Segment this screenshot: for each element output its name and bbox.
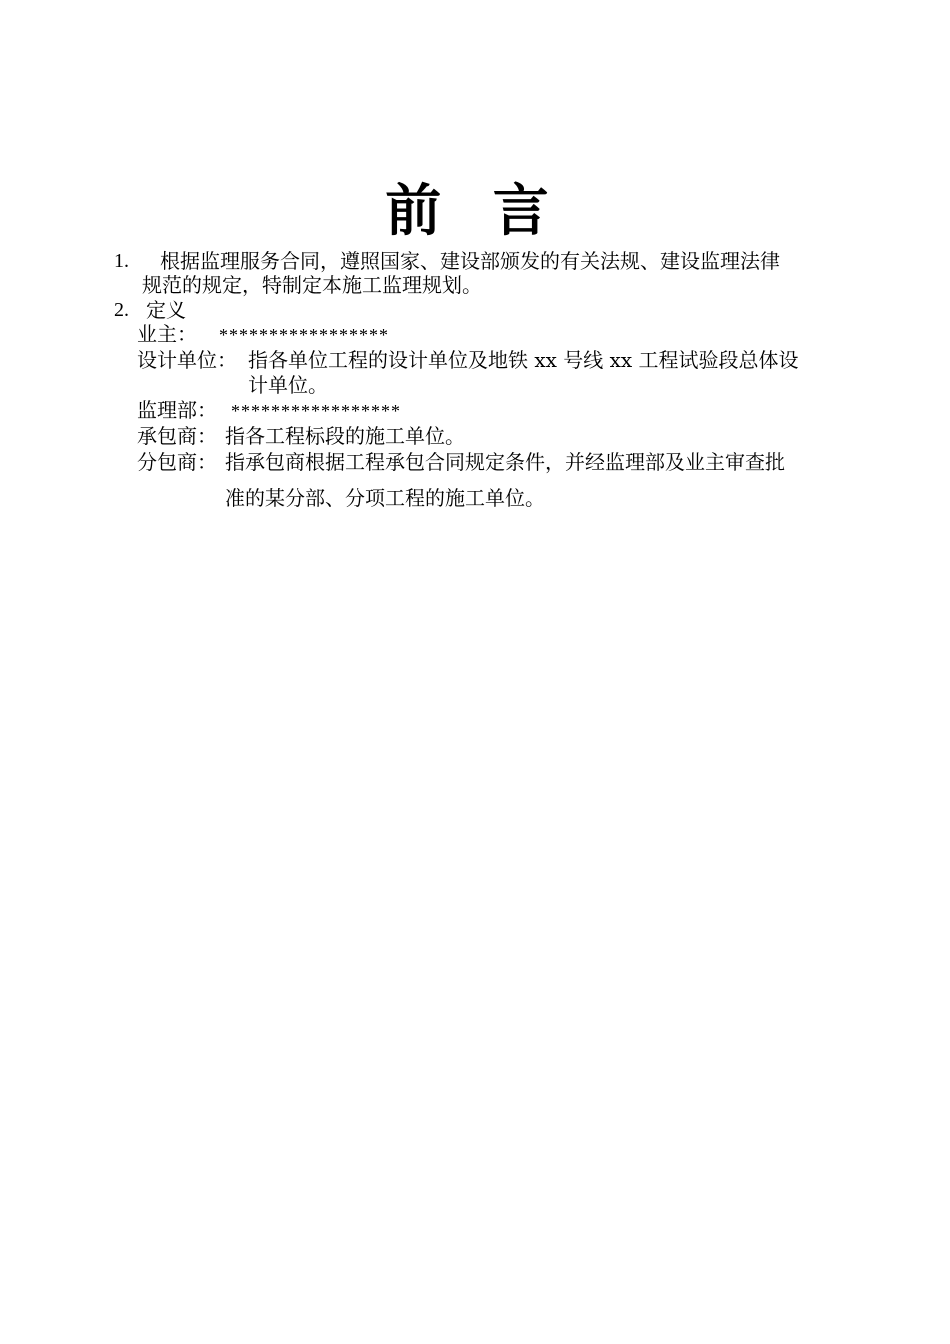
design-unit-definition-line-1: 指各单位工程的设计单位及地铁 xx 号线 xx 工程试验段总体设 bbox=[248, 348, 799, 372]
item-2-heading: 定义 bbox=[146, 298, 186, 322]
owner-term: 业主： bbox=[137, 322, 197, 346]
item-1-number: 1. bbox=[114, 250, 129, 272]
supervision-value: ***************** bbox=[231, 401, 401, 421]
item-1-text-line-1: 根据监理服务合同，遵照国家、建设部颁发的有关法规、建设监理法律 bbox=[160, 249, 780, 273]
subcontractor-definition-line-1: 指承包商根据工程承包合同规定条件，并经监理部及业主审查批 bbox=[225, 450, 785, 474]
owner-value: ***************** bbox=[219, 325, 389, 345]
supervision-term: 监理部： bbox=[137, 398, 217, 422]
subcontractor-definition-line-2: 准的某分部、分项工程的施工单位。 bbox=[225, 486, 545, 510]
design-unit-term: 设计单位： bbox=[137, 348, 237, 372]
subcontractor-term: 分包商： bbox=[137, 450, 217, 474]
design-unit-definition-line-2: 计单位。 bbox=[248, 373, 328, 397]
page-title: 前 言 bbox=[385, 178, 565, 244]
contractor-definition: 指各工程标段的施工单位。 bbox=[225, 424, 465, 448]
item-1-text-line-2: 规范的规定，特制定本施工监理规划。 bbox=[142, 273, 482, 297]
item-2-number: 2. bbox=[114, 299, 129, 321]
contractor-term: 承包商： bbox=[137, 424, 217, 448]
